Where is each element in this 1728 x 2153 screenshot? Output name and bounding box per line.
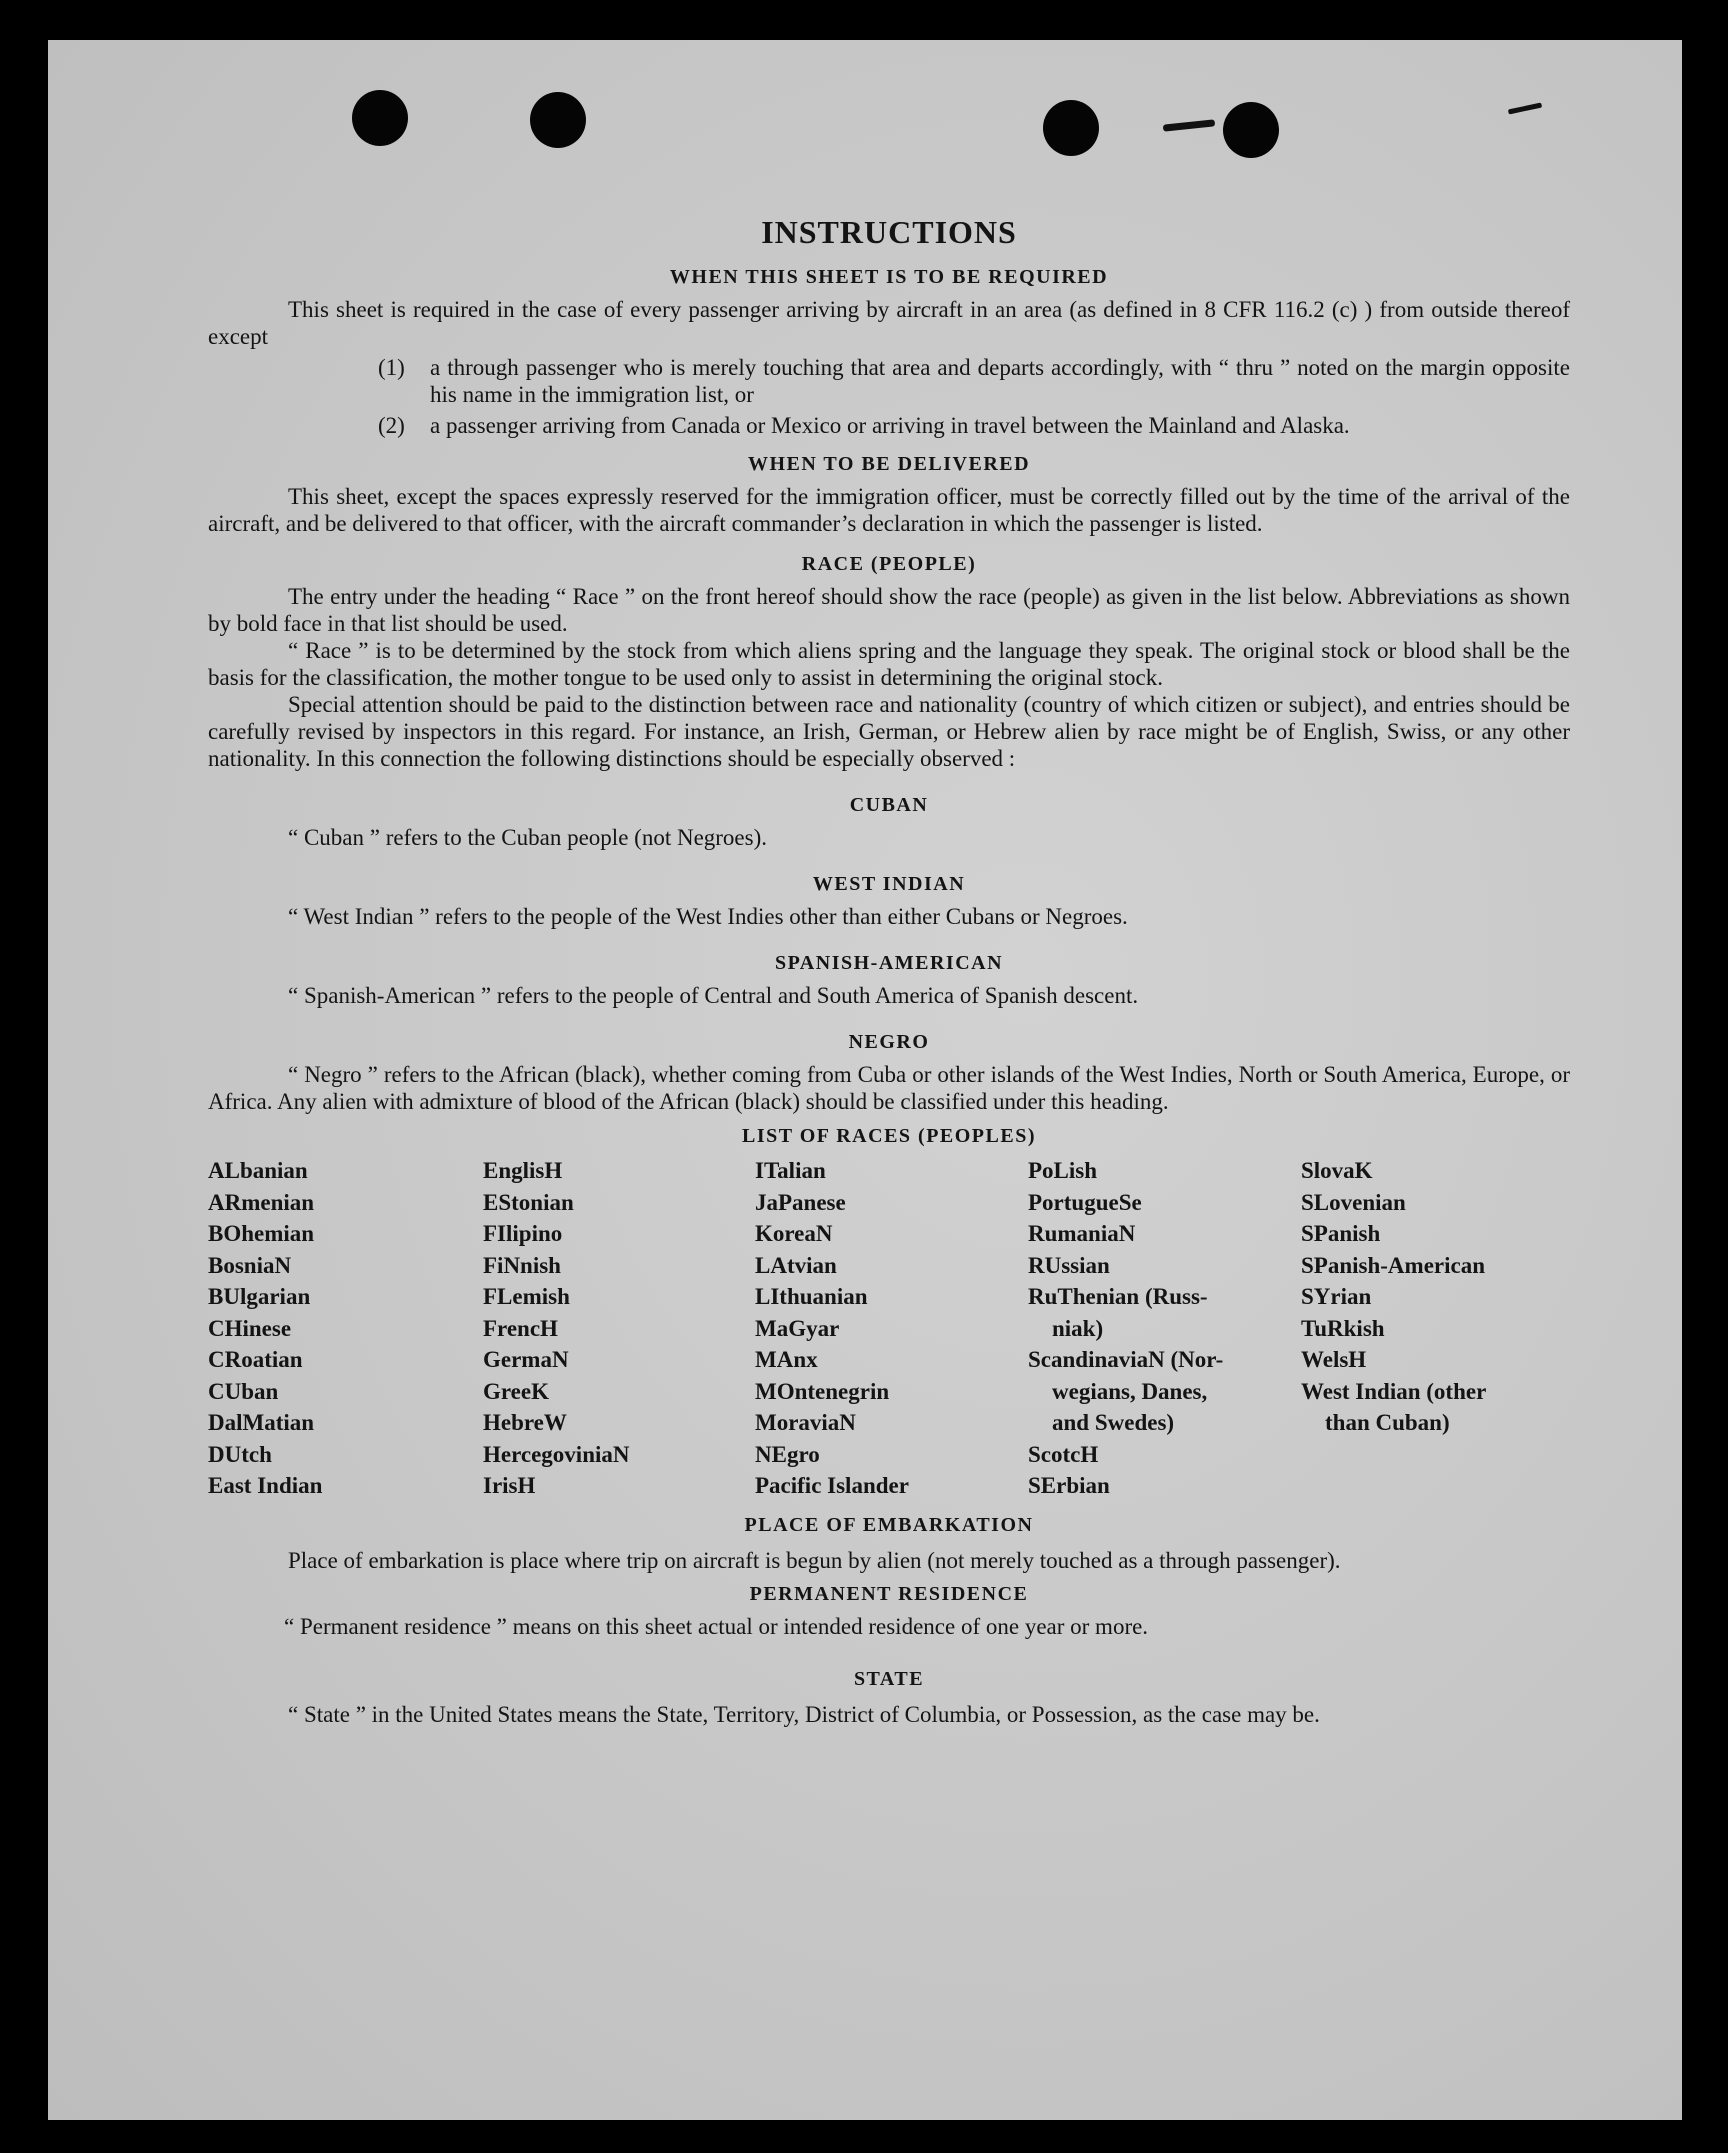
race-entry: IrisH (483, 1473, 536, 1498)
exception-item (208, 354, 1570, 408)
race-entry: ScandinaviaN (Nor- (1028, 1347, 1224, 1372)
embarkation-text: Place of embarkation is place where trip on aircraft is begun by alien (not merely touched as a through passenger). (288, 1547, 1341, 1573)
race-entry: HebreW (483, 1410, 567, 1435)
race-entry: JaPanese (755, 1189, 846, 1215)
section-heading-state: STATE (853, 1667, 925, 1690)
required-intro: This sheet is required in the case of every passenger arriving by aircraft in an area (as defined in 8 CFR 116.2 (c) ) from outside thereof except (208, 297, 1570, 349)
race-entry: EnglisH (483, 1158, 563, 1183)
race-entry: TuRkish (1301, 1315, 1385, 1341)
race-entry: RUssian (1028, 1252, 1110, 1278)
race-entry: MAnx (755, 1347, 818, 1372)
race-entry: ARmenian (208, 1189, 315, 1215)
race-entry: LIthuanian (755, 1284, 868, 1309)
spanish-american-text: “ Spanish-American ” refers to the people of Central and South America of Spanish descent. (288, 983, 1139, 1008)
race-entry: MoraviaN (755, 1410, 856, 1435)
race-entry: SLovenian (1301, 1189, 1406, 1215)
item-text: a through passenger who is merely touching that area and departs accordingly, with “ thru ” noted on the margin opposite his name in the immigration list, or (430, 355, 1570, 407)
race-entry: West Indian (other (1301, 1378, 1487, 1404)
punch-hole (530, 92, 586, 148)
race-entry: WelsH (1301, 1347, 1367, 1372)
instructions-body (208, 170, 1570, 1731)
race-entry: CUban (208, 1378, 279, 1404)
delivered-text: This sheet, except the spaces expressly reserved for the immigration officer, must be correctly filled out by the time of the arrival of the aircraft, and be delivered to that officer, with the aircraft commander’s declaration in which the passenger is listed. (208, 484, 1570, 536)
race-entry: ALbanian (208, 1158, 308, 1183)
section-heading-residence: PERMANENT RESIDENCE (749, 1582, 1029, 1605)
race-entry: NEgro (755, 1441, 820, 1467)
section-heading-race: RACE (PEOPLE) (801, 553, 977, 575)
race-entry: RumaniaN (1028, 1221, 1136, 1246)
punch-hole (1223, 102, 1279, 158)
race-entry: FIlipino (483, 1221, 563, 1246)
section-heading-spanish-american: SPANISH-AMERICAN (774, 952, 1004, 974)
west-indian-text: “ West Indian ” refers to the people of the West Indies other than either Cubans or Negroes. (288, 904, 1128, 929)
race-entry: DUtch (208, 1441, 272, 1467)
section-heading-negro: NEGRO (848, 1031, 930, 1053)
section-heading-west-indian: WEST INDIAN (812, 873, 966, 895)
race-entry: RuThenian (Russ- (1028, 1284, 1208, 1309)
section-heading-cuban: CUBAN (849, 794, 929, 816)
item-number: (2) (378, 413, 405, 438)
race-entry: EStonian (483, 1189, 574, 1215)
race-paragraph-1: The entry under the heading “ Race ” on the front hereof should show the race (people) as given in the list below. Abbreviations as shown by bold face in that list should be used. (208, 584, 1570, 636)
races-column-4 (1028, 1155, 1301, 1502)
races-column-2 (483, 1155, 755, 1502)
race-entry: GreeK (483, 1378, 549, 1404)
race-entry: PoLish (1028, 1158, 1098, 1183)
item-number: (1) (378, 355, 405, 380)
race-entry-continuation: than Cuban) (1325, 1410, 1450, 1435)
races-column-3 (755, 1155, 1028, 1502)
section-heading-delivered: WHEN TO BE DELIVERED (747, 453, 1031, 475)
cuban-text: “ Cuban ” refers to the Cuban people (not Negroes). (288, 825, 768, 850)
race-entry: FLemish (483, 1284, 570, 1309)
section-heading-required: WHEN THIS SHEET IS TO BE REQUIRED (669, 266, 1109, 288)
races-column-1 (208, 1155, 483, 1502)
races-column-5 (1301, 1155, 1570, 1502)
race-entry: MaGyar (755, 1315, 840, 1341)
race-entry: KoreaN (755, 1221, 833, 1246)
negro-text: “ Negro ” refers to the African (black), whether coming from Cuba or other islands of the West Indies, North or South America, Europe, or Africa. Any alien with admixture of blood of the African (black) should be classified under this heading. (208, 1062, 1570, 1114)
ink-mark (1163, 119, 1215, 131)
races-list (208, 1155, 1570, 1502)
race-entry: SlovaK (1301, 1158, 1373, 1183)
race-entry: ScotcH (1028, 1441, 1099, 1467)
race-entry: SYrian (1301, 1284, 1372, 1309)
race-entry: CRoatian (208, 1347, 303, 1372)
race-entry: PortugueSe (1028, 1189, 1142, 1215)
state-text: “ State ” in the United States means the State, Territory, District of Columbia, or Possession, as the case may be. (288, 1701, 1320, 1727)
race-entry: SErbian (1028, 1473, 1110, 1498)
race-entry: Pacific Islander (755, 1473, 909, 1498)
race-paragraph-2: “ Race ” is to be determined by the stock from which aliens spring and the language they speak. The original stock or blood shall be the basis for the classification, the mother tongue to be used only to assist in determining the original stock. (208, 638, 1570, 690)
race-entry: BOhemian (208, 1221, 315, 1246)
race-entry: SPanish (1301, 1221, 1381, 1246)
race-entry-continuation: and Swedes) (1052, 1410, 1175, 1435)
residence-text: “ Permanent residence ” means on this sheet actual or intended residence of one year or more. (284, 1613, 1149, 1639)
race-entry: DalMatian (208, 1410, 315, 1435)
race-entry: CHinese (208, 1315, 292, 1341)
race-entry: FrencH (483, 1315, 558, 1341)
document-page (48, 40, 1682, 2120)
item-text: a passenger arriving from Canada or Mexico or arriving in travel between the Mainland and Alaska. (430, 413, 1350, 438)
race-entry-continuation: niak) (1052, 1315, 1104, 1341)
race-entry: HercegoviniaN (483, 1441, 630, 1467)
race-entry: BUlgarian (208, 1284, 311, 1309)
race-entry-continuation: wegians, Danes, (1052, 1378, 1208, 1404)
race-entry: MOntenegrin (755, 1378, 890, 1404)
race-entry: FiNnish (483, 1252, 561, 1278)
punch-hole (1043, 100, 1099, 156)
race-entry: ITalian (755, 1158, 826, 1183)
page-title: INSTRUCTIONS (761, 214, 1017, 250)
race-paragraph-3: Special attention should be paid to the distinction between race and nationality (country of which citizen or subject), and entries should be carefully revised by inspectors in this regard. For instance, an Irish, German, or Hebrew alien by race might be of English, Swiss, or any other nationality. In this connection the following distinctions should be especially observed : (208, 692, 1570, 771)
race-entry: GermaN (483, 1347, 569, 1372)
ink-mark (1508, 103, 1542, 115)
race-entry: BosniaN (208, 1252, 292, 1278)
exception-item (208, 412, 1570, 439)
race-entry: SPanish-American (1301, 1252, 1485, 1278)
section-heading-embarkation: PLACE OF EMBARKATION (744, 1513, 1034, 1536)
race-entry: LAtvian (755, 1252, 837, 1278)
section-heading-list-of-races: LIST OF RACES (PEOPLES) (741, 1125, 1036, 1147)
punch-hole (352, 90, 408, 146)
race-entry: East Indian (208, 1473, 323, 1498)
